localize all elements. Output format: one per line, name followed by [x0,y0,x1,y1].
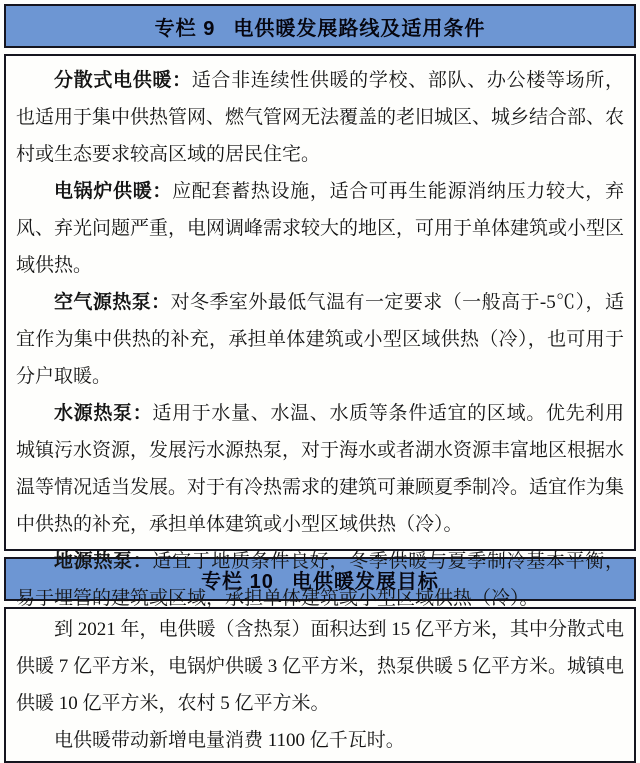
column-9-title: 电供暖发展路线及适用条件 [233,17,486,40]
paragraph-text: 电供暖带动新增电量消费 1100 亿千瓦时。 [54,730,405,751]
paragraph-lead: 地源热泵： [54,551,153,572]
paragraph-lead: 空气源热泵： [54,292,171,313]
column-10-title: 电供暖发展目标 [291,570,439,593]
paragraph-text: 适合非连续性供暖的学校、部队、办公楼等场所，也适用于集中供热管网、燃气管网无法覆盖的老旧城区、城乡结合部、农村或生态要求较高区域的居民住宅。 [16,70,625,165]
paragraph-text: 适宜于地质条件良好，冬季供暖与夏季制冷基本平衡，易于埋管的建筑或区域，承担单体建筑或小型区域供热（冷）。 [16,551,624,609]
paragraph-text: 对冬季室外最低气温有一定要求（一般高于-5℃），适宜作为集中供热的补充，承担单体建筑或小型区域供热（冷），也可用于分户取暖。 [16,292,624,387]
paragraph-lead: 电锅炉供暖： [54,181,173,202]
paragraph-text: 适用于水量、水温、水质等条件适宜的区域。优先利用城镇污水资源，发展污水源热泵，对于海水或者湖水资源丰富地区根据水温等情况适当发展。对于有冷热需求的建筑可兼顾夏季制冷。适宜作为集中供热的补充，承担单体建筑或小型区域供热（冷）。 [16,403,625,535]
column-9-header [4,4,636,48]
column-10-label: 专栏 10 [201,570,274,593]
paragraph-air-source-heat-pump [16,284,624,395]
paragraph-distributed-electric-heating [16,62,624,173]
paragraph-electricity-consumption-target [16,722,624,759]
paragraph-text: 应配套蓄热设施，适合可再生能源消纳压力较大，弃风、弃光问题严重，电网调峰需求较大的地区，可用于单体建筑或小型区域供热。 [16,181,625,276]
paragraph-heating-area-targets [16,611,624,722]
column-10-body [4,607,636,763]
paragraph-water-source-heat-pump [16,395,624,543]
paragraph-lead: 水源热泵： [54,403,153,424]
paragraph-text: 到 2021 年，电供暖（含热泵）面积达到 15 亿平方米，其中分散式电供暖 7 亿平方米，电锅炉供暖 3 亿平方米，热泵供暖 5 亿平方米。城镇电供暖 10 亿平方米，农村 5 亿平方米。 [16,619,625,714]
column-9-label: 专栏 9 [154,17,216,40]
paragraph-lead: 分散式电供暖： [54,70,192,91]
paragraph-electric-boiler-heating [16,173,624,284]
